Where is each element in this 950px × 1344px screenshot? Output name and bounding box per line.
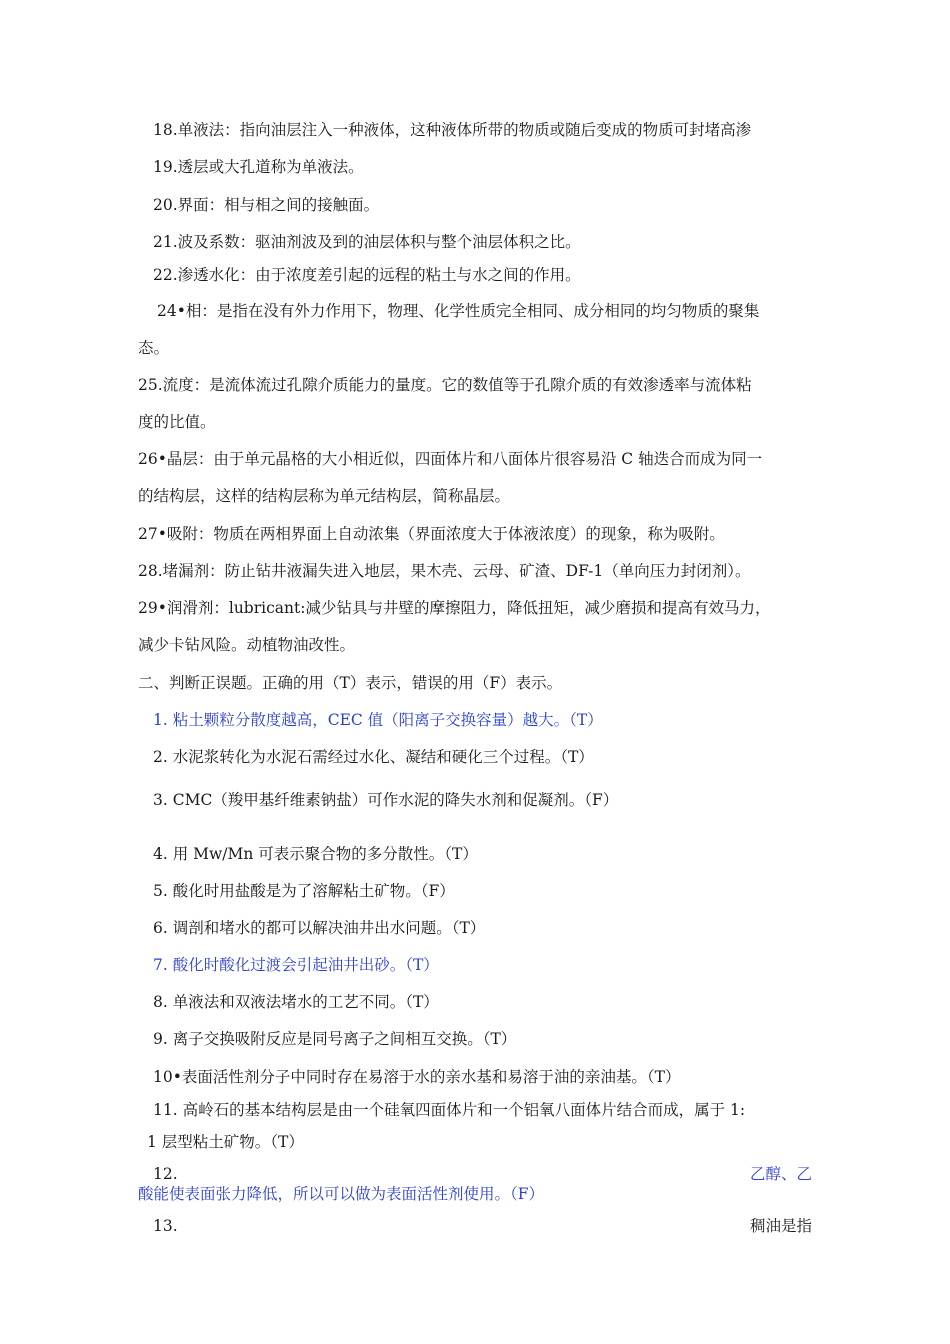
tf-item-13-number: 13. xyxy=(153,1217,178,1235)
definition-27: 27•吸附：物质在两相界面上自动浓集（界面浓度大于体液浓度）的现象，称为吸附。 xyxy=(138,525,725,543)
definition-28: 28.堵漏剂：防止钻井液漏失进入地层，果木壳、云母、矿渣、DF-1（单向压力封闭剂）。 xyxy=(138,562,751,580)
tf-item-11-line2: 1 层型粘土矿物。（T） xyxy=(147,1133,304,1151)
tf-item-4: 4. 用 Mw/Mn 可表示聚合物的多分散性。（T） xyxy=(153,845,478,863)
definition-19: 19.透层或大孔道称为单液法。 xyxy=(153,158,364,176)
tf-item-3: 3. CMC（羧甲基纤维素钠盐）可作水泥的降失水剂和促凝剂。（F） xyxy=(153,791,619,809)
tf-item-9: 9. 离子交换吸附反应是同号离子之间相互交换。（T） xyxy=(153,1030,517,1048)
definition-26-line2: 的结构层，这样的结构层称为单元结构层，简称晶层。 xyxy=(138,487,511,505)
tf-item-8: 8. 单液法和双液法堵水的工艺不同。（T） xyxy=(153,993,439,1011)
tf-item-12-right: 乙醇、乙 xyxy=(750,1165,813,1183)
tf-item-2: 2. 水泥浆转化为水泥石需经过水化、凝结和硬化三个过程。（T） xyxy=(153,748,594,766)
definition-24-line1: 24•相：是指在没有外力作用下，物理、化学性质完全相同、成分相同的均匀物质的聚集 xyxy=(157,302,760,320)
tf-item-11-line1: 11. 高岭石的基本结构层是由一个硅氧四面体片和一个铝氧八面体片结合而成，属于 1: xyxy=(153,1101,746,1119)
definition-29-line1: 29•润滑剂：lubricant:减少钻具与井壁的摩擦阻力，降低扭矩，减少磨损和提高有效马力， xyxy=(138,599,771,617)
tf-item-13-right: 稠油是指 xyxy=(750,1217,813,1235)
tf-item-12-line2: 酸能使表面张力降低，所以可以做为表面活性剂使用。（F） xyxy=(138,1185,545,1203)
definition-25-line1: 25.流度：是流体流过孔隙介质能力的量度。它的数值等于孔隙介质的有效渗透率与流体粘 xyxy=(138,376,752,394)
tf-item-12-number: 12. xyxy=(153,1165,178,1183)
definition-25-line2: 度的比值。 xyxy=(138,413,216,431)
tf-item-7: 7. 酸化时酸化过渡会引起油井出砂。（T） xyxy=(153,956,439,974)
tf-item-1: 1. 粘土颗粒分散度越高，CEC 值（阳离子交换容量）越大。（T） xyxy=(153,711,603,729)
tf-item-6: 6. 调剖和堵水的都可以解决油井出水问题。（T） xyxy=(153,919,486,937)
definition-20: 20.界面：相与相之间的接触面。 xyxy=(153,196,380,214)
tf-item-10: 10•表面活性剂分子中同时存在易溶于水的亲水基和易溶于油的亲油基。（T） xyxy=(153,1068,681,1086)
tf-item-5: 5. 酸化时用盐酸是为了溶解粘土矿物。（F） xyxy=(153,882,455,900)
definition-29-line2: 减少卡钻风险。动植物油改性。 xyxy=(138,636,356,654)
section-heading: 二、判断正误题。正确的用（T）表示，错误的用（F）表示。 xyxy=(138,674,563,692)
definition-26-line1: 26•晶层：由于单元晶格的大小相近似，四面体片和八面体片很容易沿 C 轴迭合而成为同一 xyxy=(138,450,763,468)
definition-21: 21.波及系数：驱油剂波及到的油层体积与整个油层体积之比。 xyxy=(153,233,581,251)
definition-18: 18.单液法：指向油层注入一种液体，这种液体所带的物质或随后变成的物质可封堵高渗 xyxy=(153,121,752,139)
definition-22: 22.渗透水化：由于浓度差引起的远程的粘土与水之间的作用。 xyxy=(153,266,581,284)
definition-24-line2: 态。 xyxy=(138,339,170,357)
